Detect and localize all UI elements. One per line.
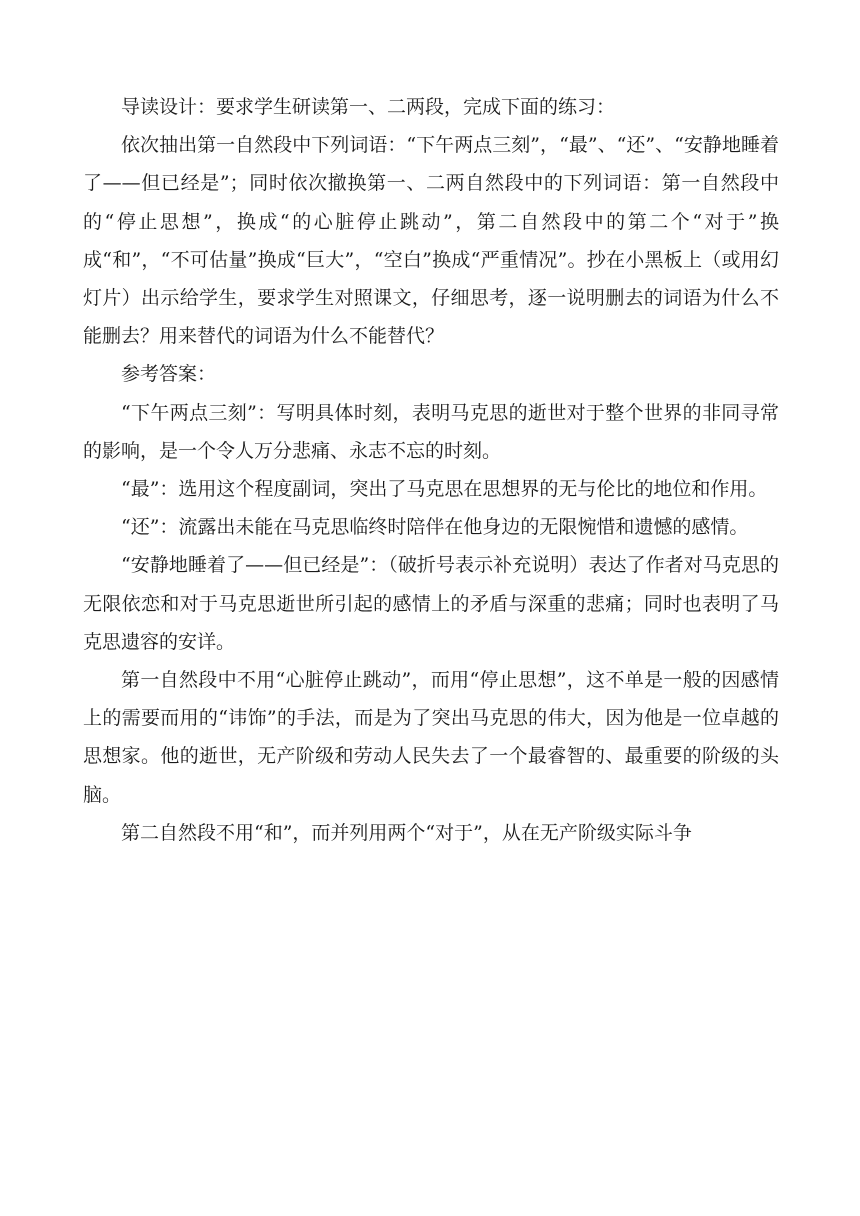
paragraph-answer-two-duiyu: 第二自然段不用“和”，而并列用两个“对于”，从在无产阶级实际斗争 [121,821,692,844]
paragraph-exercise-instructions: 依次抽出第一自然段中下列词语：“下午两点三刻”，“最”、“还”、“安静地睡着了——但已经是”；同时依次撤换第一、二两自然段中的下列词语：第一自然段中的“停止思想”，换成“的心脏停止跳动”，第二自然段中的第二个“对于”换成“和”，“不可估量”换成“巨大”，“空白”换成“严重情况”。抄在小黑板上（或用幻灯片）出示给学生，要求学生对照课文，仔细思考，逐一说明删去的词语为什么不能删去？用来替代的词语为什么不能替代？ [83,134,779,348]
paragraph-answer-asleep: “安静地睡着了——但已经是”：（破折号表示补充说明）表达了作者对马克思的无限依恋和对于马克思逝世所引起的感情上的矛盾与深重的悲痛；同时也表明了马克思遗容的安详。 [83,554,779,653]
paragraph-answer-stop-thinking: 第一自然段中不用“心脏停止跳动”，而用“停止思想”，这不单是一般的因感情上的需要而用的“讳饰”的手法，而是为了突出马克思的伟大，因为他是一位卓越的思想家。他的逝世，无产阶级和劳动人民失去了一个最睿智的、最重要的阶级的头脑。 [83,669,779,806]
paragraph-reading-design: 导读设计：要求学生研读第一、二两段，完成下面的练习： [121,96,616,118]
paragraph-answer-most: “最”：选用这个程度副词，突出了马克思在思想界的无与伦比的地位和作用。 [121,478,768,501]
document-body [83,88,779,852]
paragraph-answer-heading: 参考答案： [121,363,217,386]
paragraph-answer-still: “还”：流露出未能在马克思临终时陪伴在他身边的无限惋惜和遗憾的感情。 [121,516,749,539]
paragraph-answer-time: “下午两点三刻”：写明具体时刻，表明马克思的逝世对于整个世界的非同寻常的影响，是一个令人万分悲痛、永志不忘的时刻。 [83,401,779,462]
